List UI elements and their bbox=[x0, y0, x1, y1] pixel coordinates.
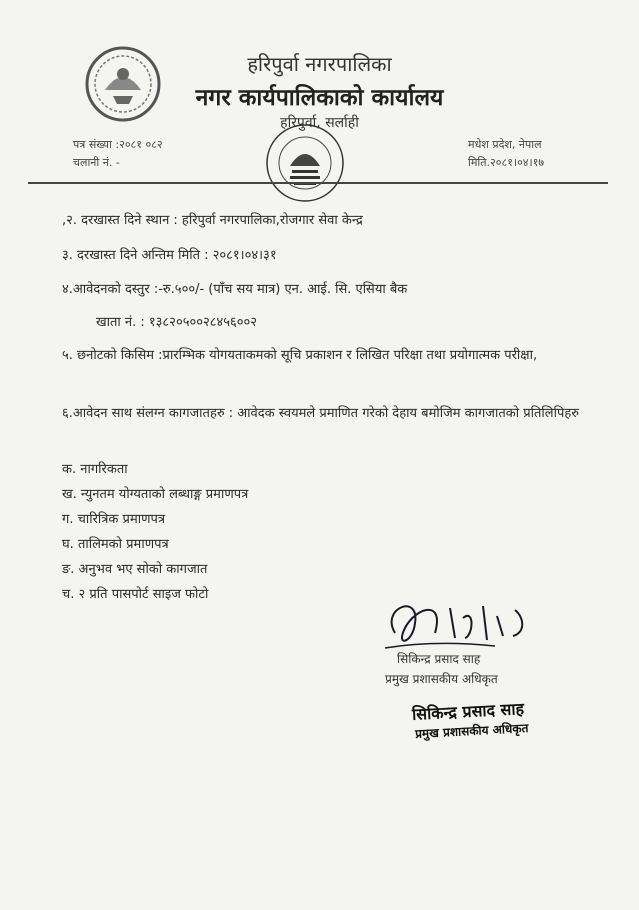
header-divider bbox=[28, 182, 608, 184]
office-stamp-icon bbox=[262, 120, 348, 206]
municipality-name: हरिपुर्वा नगरपालिका bbox=[247, 52, 392, 76]
document-item: ङ. अनुभव भए सोको कागजात bbox=[62, 562, 208, 577]
document-item: ख. न्युनतम योग्यताको लब्धाङ्ग प्रमाणपत्र bbox=[62, 487, 249, 502]
title-seal: प्रमुख प्रशासकीय अधिकृत bbox=[414, 721, 529, 741]
office-name: नगर कार्यपालिकाको कार्यालय bbox=[195, 85, 444, 111]
signatory-title: प्रमुख प्रशासकीय अधिकृत bbox=[385, 672, 498, 686]
signatory-name: सिकिन्द्र प्रसाद साह bbox=[397, 652, 481, 666]
document-item: च. २ प्रति पासपोर्ट साइज फोटो bbox=[62, 587, 209, 602]
office-address: हरिपुर्वा, सर्लाही bbox=[280, 115, 359, 131]
account-number: खाता नं. : १३८२०५००२८४५६००२ bbox=[96, 315, 258, 330]
selection-method: ५. छनोटको किसिम :प्रारम्भिक योगयताकमको सूचि प्रकाशन र लिखित परिक्षा तथा प्रयोगात्मक परीक्षा, bbox=[62, 348, 538, 363]
application-fee: ४.आवेदनको दस्तुर :-रु.५००/- (पाँच सय मात्र) एन. आई. सि. एसिया बैक bbox=[62, 282, 408, 297]
application-place: ,२. दरखास्त दिने स्थान : हरिपुर्वा नगरपालिका,रोजगार सेवा केन्द्र bbox=[62, 213, 363, 228]
dispatch-number: चलानी नं. - bbox=[73, 156, 120, 169]
name-seal: सिकिन्द्र प्रसाद साह bbox=[411, 699, 525, 724]
letter-date: मिति.२०८१।०४।१७ bbox=[468, 156, 545, 169]
attachments-heading: ६.आवेदन साथ संलग्न कागजातहरु : आवेदक स्वयमले प्रमाणित गरेको देहाय बमोजिम कागजातको प्रतिलिपिहरु bbox=[62, 406, 580, 421]
application-deadline: ३. दरखास्त दिने अन्तिम मिति : २०८१।०४।३१ bbox=[62, 248, 277, 263]
document-item: ग. चारित्रिक प्रमाणपत्र bbox=[62, 512, 166, 527]
letter-number: पत्र संख्या :२०८१ ०८२ bbox=[73, 138, 163, 151]
province-label: मधेश प्रदेश, नेपाल bbox=[468, 138, 542, 151]
document-item: क. नागरिकता bbox=[62, 462, 128, 477]
document-item: घ. तालिमको प्रमाणपत्र bbox=[62, 537, 169, 552]
